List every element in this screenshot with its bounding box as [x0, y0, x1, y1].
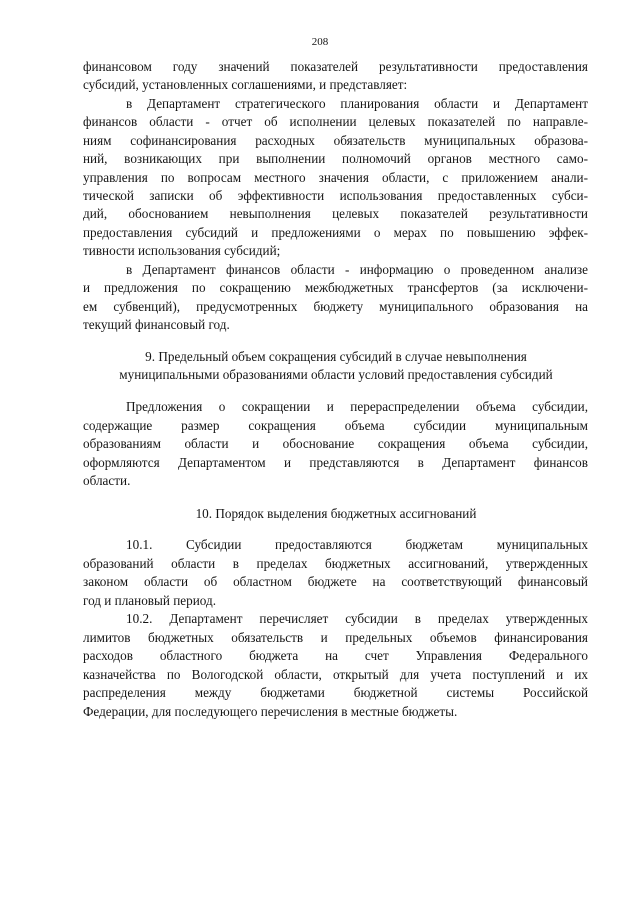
- paragraph-line: тивности использования субсидий;: [83, 243, 281, 258]
- paragraph-line: ний, возникающих при выполнении полномочий органов местного само-: [83, 151, 588, 166]
- paragraph-line: в Департамент финансов области - информацию о проведенном анализе: [126, 262, 588, 277]
- paragraph-line: управления по вопросам местного значения области, с приложением анали-: [83, 170, 588, 185]
- paragraph-line: в Департамент стратегического планирования области и Департамент: [126, 96, 588, 111]
- paragraph-line: тической записки об эффективности использования предоставленных субси-: [83, 188, 588, 203]
- paragraph-line: 10.1. Субсидии предоставляются бюджетам муниципальных: [126, 537, 588, 552]
- paragraph-line: финансов области - отчет об исполнении целевых показателей по направле-: [83, 114, 588, 129]
- paragraph-line: ем субвенций), предусмотренных бюджету муниципального образования на: [83, 299, 588, 314]
- paragraph-line: предоставления субсидий и предложениями о мерах по повышению эффек-: [83, 225, 588, 240]
- paragraph-line: субсидий, установленных соглашениями, и представляет:: [83, 77, 408, 92]
- section-heading: 9. Предельный объем сокращения субсидий в случае невыполнения: [145, 349, 527, 364]
- paragraph-line: расходов областного бюджета на счет Управления Федерального: [83, 648, 588, 663]
- paragraph-line: и предложения по сокращению межбюджетных трансфертов (за исключени-: [83, 280, 588, 295]
- paragraph-line: дий, обоснованием невыполнения целевых показателей результативности: [83, 206, 588, 221]
- paragraph-line: ниям софинансирования расходных обязательств муниципальных образова-: [83, 133, 588, 148]
- paragraph-line: области.: [83, 473, 131, 488]
- paragraph-line: образованиям области и обоснование сокращения объема субсидии,: [83, 436, 588, 451]
- paragraph-line: текущий финансовый год.: [83, 317, 230, 332]
- paragraph-line: образований области в пределах бюджетных ассигнований, утвержденных: [83, 556, 588, 571]
- page-number: 208: [311, 36, 329, 48]
- paragraph-line: 10.2. Департамент перечисляет субсидии в пределах утвержденных: [126, 611, 588, 626]
- paragraph-line: лимитов бюджетных обязательств и предельных объемов финансирования: [83, 630, 588, 645]
- paragraph-line: Федерации, для последующего перечисления в местные бюджеты.: [83, 704, 458, 719]
- section-heading: 10. Порядок выделения бюджетных ассигнований: [195, 506, 477, 521]
- paragraph-line: оформляются Департаментом и представляются в Департамент финансов: [83, 455, 588, 470]
- paragraph-line: год и плановый период.: [83, 593, 217, 608]
- paragraph-line: законом области об областном бюджете на соответствующий финансовый: [83, 574, 588, 589]
- paragraph-line: казначейства по Вологодской области, открытый для учета поступлений и их: [83, 667, 588, 682]
- paragraph-line: распределения между бюджетами бюджетной системы Российской: [83, 685, 588, 700]
- paragraph-line: финансовом году значений показателей результативности предоставления: [83, 59, 588, 74]
- section-heading: муниципальными образованиями области условий предоставления субсидий: [119, 367, 553, 382]
- paragraph-line: содержащие размер сокращения объема субсидии муниципальным: [83, 418, 588, 433]
- paragraph-line: Предложения о сокращении и перераспределении объема субсидии,: [126, 399, 588, 414]
